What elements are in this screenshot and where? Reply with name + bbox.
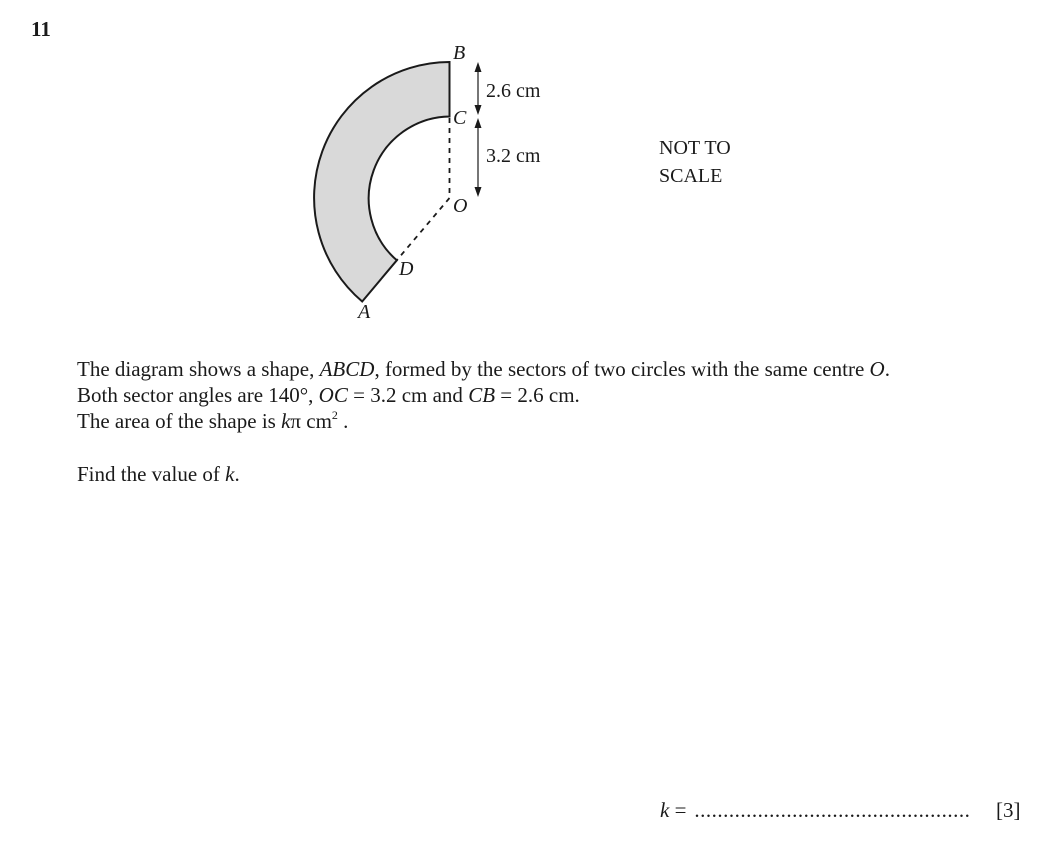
dimension-arrow-oc xyxy=(475,118,482,197)
question-instruction: Find the value of k. xyxy=(77,462,240,486)
dimension-label-cb: 2.6 cm xyxy=(486,80,541,102)
sector-diagram xyxy=(0,0,1056,340)
question-number: 11 xyxy=(31,17,51,41)
question-text-line3: The area of the shape is kπ $cm^2$ . xyxy=(77,408,349,433)
question-text-line2: Both sector angles are 140°, OC = 3.2 cm and CB = 2.6 cm. xyxy=(77,383,580,407)
label-b: B xyxy=(453,42,466,64)
label-d: D xyxy=(399,258,414,280)
answer-equals: = xyxy=(669,798,687,822)
question-text-line1: The diagram shows a shape, ABCD, formed by the sectors of two circles with the same centre O. xyxy=(77,357,890,381)
label-c: C xyxy=(453,107,467,129)
not-to-scale-note xyxy=(659,134,731,190)
radius-od-dashed xyxy=(397,198,450,260)
not-to-scale-line1: NOT TO xyxy=(659,137,731,159)
label-o: O xyxy=(453,195,468,217)
shape-abcd xyxy=(314,62,449,302)
answer-variable: k xyxy=(660,798,670,822)
not-to-scale-line2: SCALE xyxy=(659,165,723,187)
dimension-arrow-cb xyxy=(475,62,482,115)
answer-line xyxy=(660,798,1021,823)
dimension-label-oc: 3.2 cm xyxy=(486,145,541,167)
answer-field[interactable]: ................................................ xyxy=(694,798,971,822)
marks-label: [3] xyxy=(996,798,1021,822)
label-a: A xyxy=(358,301,371,323)
